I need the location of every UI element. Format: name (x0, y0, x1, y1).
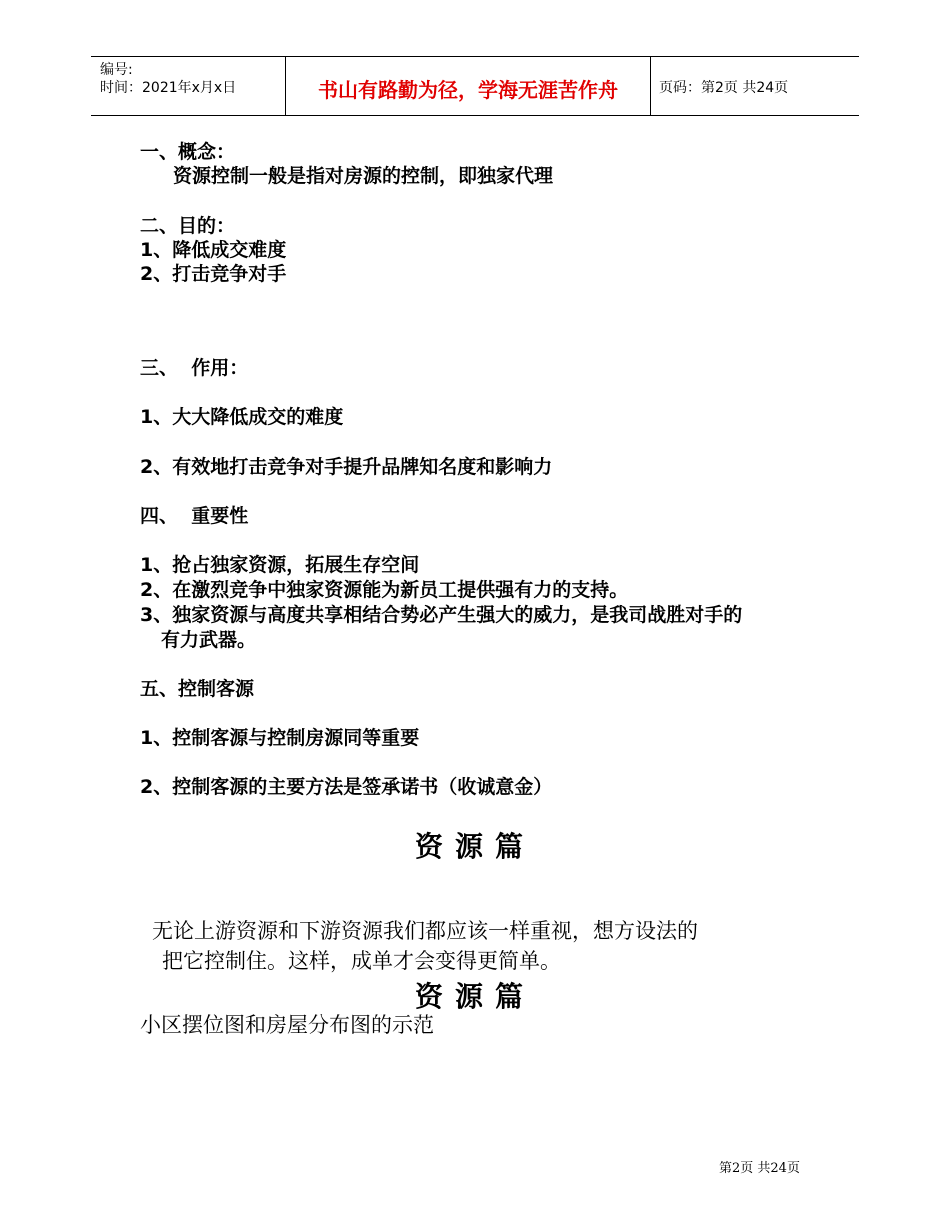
section-2-item-1: 1、降低成交难度 (140, 239, 287, 261)
section-5-title: 五、控制客源 (140, 678, 255, 700)
section-4-item-3-line-2: 有力武器。 (161, 629, 257, 651)
resource-paragraph-line-1: 无论上游资源和下游资源我们都应该一样重视，想方设法的 (152, 919, 698, 943)
diagram-caption: 小区摆位图和房屋分布图的示范 (140, 1013, 434, 1037)
document-number-label: 编号: (100, 62, 133, 78)
section-3-title: 三、 作用： (140, 357, 249, 379)
section-2-title: 二、目的： (140, 215, 236, 237)
resource-paragraph-line-2: 把它控制住。这样，成单才会变得更简单。 (162, 949, 561, 973)
section-5-item-1: 1、控制客源与控制房源同等重要 (140, 727, 420, 749)
section-3-item-1: 1、大大降低成交的难度 (140, 406, 344, 428)
document-time-label: 时间：2021年x月x日 (100, 80, 237, 96)
section-2-item-2: 2、打击竞争对手 (140, 263, 287, 285)
section-5-item-2: 2、控制客源的主要方法是签承诺书（收诚意金） (140, 776, 553, 798)
header-page-info: 页码：第2页 共24页 (659, 80, 789, 96)
page-header (91, 56, 859, 116)
resource-heading-1: 资源篇 (414, 830, 535, 863)
resource-heading-2: 资源篇 (414, 980, 535, 1013)
header-motto: 书山有路勤为径，学海无涯苦作舟 (318, 78, 618, 102)
section-4-title: 四、 重要性 (140, 505, 249, 527)
header-page-cell (650, 57, 859, 115)
header-info-cell (91, 57, 285, 115)
section-1-text: 资源控制一般是指对房源的控制，即独家代理 (173, 165, 554, 187)
page-footer: 第2页 共24页 (719, 1161, 800, 1176)
section-3-item-2: 2、有效地打击竞争对手提升品牌知名度和影响力 (140, 456, 553, 478)
section-1-title: 一、概念： (140, 141, 236, 163)
section-4-item-1: 1、抢占独家资源，拓展生存空间 (140, 554, 420, 576)
section-4-item-2: 2、在激烈竞争中独家资源能为新员工提供强有力的支持。 (140, 579, 629, 601)
section-4-item-3-line-1: 3、独家资源与高度共享相结合势必产生强大的威力，是我司战胜对手的 (140, 604, 743, 626)
header-motto-cell (285, 57, 651, 115)
